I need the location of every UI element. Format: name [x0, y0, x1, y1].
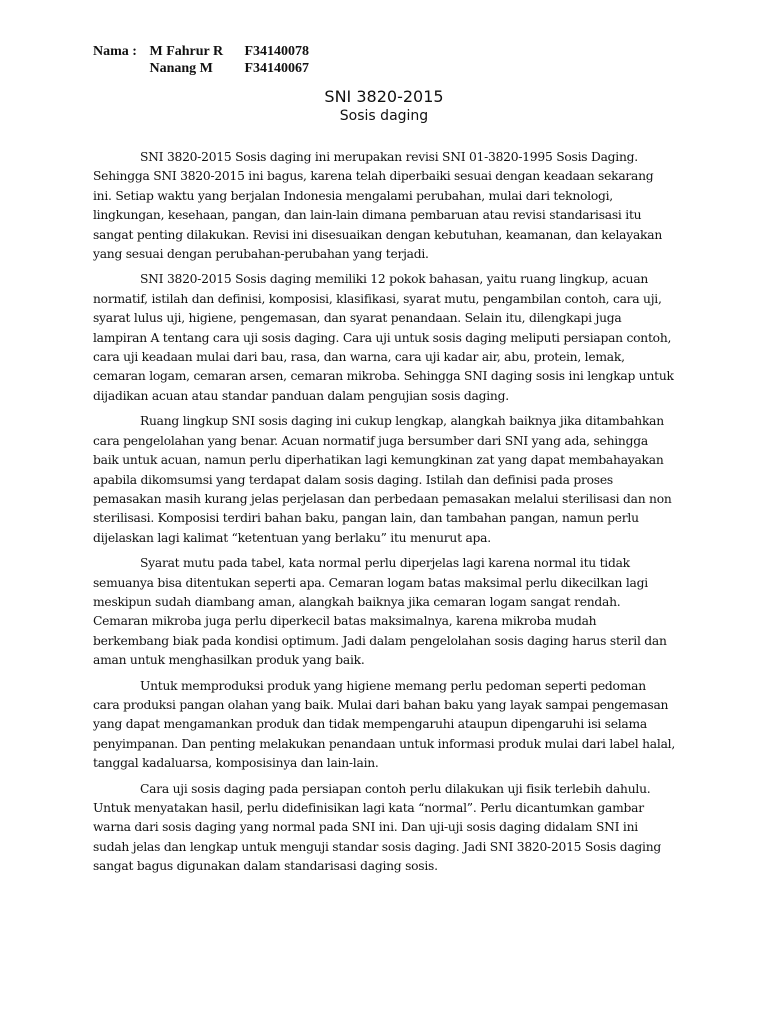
paragraph: Untuk memproduksi produk yang higiene memang perlu pedoman seperti pedoman cara produksi pangan olahan yang baik. Mulai dari bahan baku yang layak sampai pengemasan yang dapat mengamankan produk dan tidak mempengaruhi ataupun dipengaruhi isi selama penyimpanan. Dan penting melakukan penandaan untuk informasi produk mulai dari label halal, tanggal kadaluarsa, komposisinya dan lain-lain.	[93, 678, 675, 771]
author-block	[93, 43, 309, 77]
author-nim: F34140067	[244, 61, 310, 76]
author-nim: F34140078	[244, 44, 310, 59]
author-line	[93, 60, 309, 77]
name-label: Nama :	[93, 44, 137, 59]
paragraph: SNI 3820-2015 Sosis daging ini merupakan revisi SNI 01-3820-1995 Sosis Daging. Sehingga SNI 3820-2015 ini bagus, karena telah diperbaiki sesuai dengan keadaan sekarang ini. Setiap waktu yang berjalan Indonesia mengalami perubahan, mulai dari teknologi, lingkungan, kesehaan, pangan, dan lain-lain dimana pembaruan atau revisi standarisasi itu sangat penting dilakukan. Revisi ini disesuaikan dengan kebutuhan, keamanan, dan kelayakan yang sesuai dengan perubahan-perubahan yang terjadi.	[93, 150, 662, 262]
author-name: Nanang M	[149, 61, 213, 76]
author-name: M Fahrur R	[149, 44, 224, 59]
paragraph: Cara uji sosis daging pada persiapan contoh perlu dilakukan uji fisik terlebih dahulu. Untuk menyatakan hasil, perlu didefinisikan lagi kata “normal”. Perlu dicantumkan gambar warna dari sosis daging yang normal pada SNI ini. Dan uji-uji sosis daging didalam SNI ini sudah jelas dan lengkap untuk menguji standar sosis daging. Jadi SNI 3820-2015 Sosis daging sangat bagus digunakan dalam standarisasi daging sosis.	[93, 781, 661, 874]
paragraph: SNI 3820-2015 Sosis daging memiliki 12 pokok bahasan, yaitu ruang lingkup, acuan normatif, istilah dan definisi, komposisi, klasifikasi, syarat mutu, pengambilan contoh, cara uji, syarat lulus uji, higiene, pengemasan, dan syarat penandaan. Selain itu, dilengkapi juga lampiran A tentang cara uji sosis daging. Cara uji untuk sosis daging meliputi persiapan contoh, cara uji keadaan mulai dari bau, rasa, dan warna, cara uji kadar air, abu, protein, lemak, cemaran logam, cemaran arsen, cemaran mikroba. Sehingga SNI daging sosis ini lengkap untuk dijadikan acuan atau standar panduan dalam pengujian sosis daging.	[93, 272, 674, 403]
author-line	[93, 43, 309, 60]
paragraph: Ruang lingkup SNI sosis daging ini cukup lengkap, alangkah baiknya jika ditambahkan cara pengelolahan yang benar. Acuan normatif juga bersumber dari SNI yang ada, sehingga baik untuk acuan, namun perlu diperhatikan lagi kemungkinan zat yang dapat membahayakan apabila dikomsumsi yang terdapat dalam sosis daging. Istilah dan definisi pada proses pemasakan masih kurang jelas perjelasan dan perbedaan pemasakan melalui sterilisasi dan non sterilisasi. Komposisi terdiri bahan baku, pangan lain, dan tambahan pangan, namun perlu dijelaskan lagi kalimat “ketentuan yang berlaku” itu menurut apa.	[93, 414, 672, 545]
document-body	[93, 148, 675, 883]
document-subtitle: Sosis daging	[339, 108, 429, 124]
paragraph: Syarat mutu pada tabel, kata normal perlu diperjelas lagi karena normal itu tidak semuanya bisa ditentukan seperti apa. Cemaran logam batas maksimal perlu dikecilkan lagi meskipun sudah diambang aman, alangkah baiknya jika cemaran logam sangat rendah. Cemaran mikroba juga perlu diperkecil batas maksimalnya, karena mikroba mudah berkembang biak pada kondisi optimum. Jadi dalam pengelolahan sosis daging harus steril dan aman untuk menghasilkan produk yang baik.	[93, 556, 667, 668]
document-title: SNI 3820-2015	[324, 87, 444, 106]
